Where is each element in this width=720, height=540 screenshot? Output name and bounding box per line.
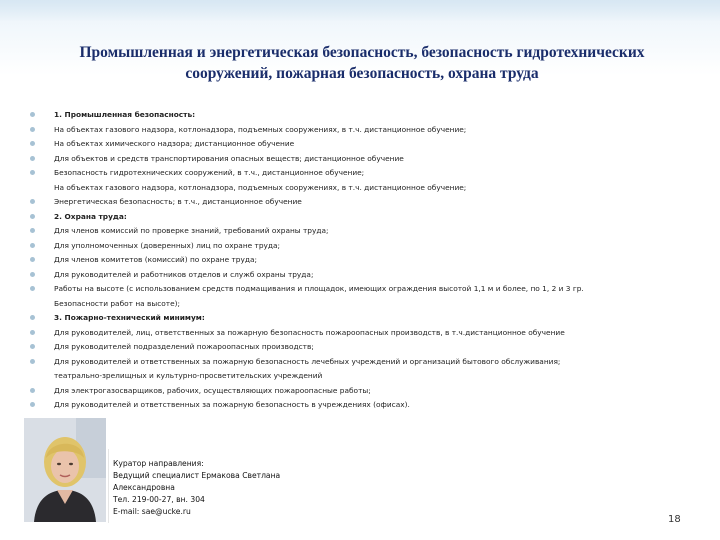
list-item-continuation: Безопасности работ на высоте); bbox=[54, 298, 181, 308]
list-item-text: Работы на высоте (с использованием средств подмащивания и площадок, имеющих ограждения высотой 1,1 м и более, по 1, 2 и 3 гр. bbox=[54, 284, 584, 293]
bullet-icon bbox=[30, 330, 35, 335]
bullet-icon bbox=[30, 286, 35, 291]
list-item-text: 1. Промышленная безопасность: bbox=[54, 110, 196, 119]
list-item bbox=[30, 195, 690, 210]
curator-photo bbox=[24, 418, 106, 522]
bullet-icon bbox=[30, 272, 35, 277]
list-item-text: Для объектов и средств транспортирования опасных веществ; дистанционное обучение bbox=[54, 153, 404, 163]
bullet-icon bbox=[30, 156, 35, 161]
list-item-text: На объектах газового надзора, котлонадзора, подъемных сооружениях, в т.ч. дистанционное обучение; bbox=[54, 124, 467, 134]
curator-name: Ведущий специалист Ермакова Светлана bbox=[113, 471, 281, 480]
list-item bbox=[30, 282, 690, 311]
list-item bbox=[30, 152, 690, 167]
list-item-text: Для уполномоченных (доверенных) лиц по охране труда; bbox=[54, 240, 281, 250]
list-item-text: Для руководителей, лиц, ответственных за пожарную безопасность пожароопасных производств, в т.ч.дистанционное обучение bbox=[54, 327, 565, 337]
list-item bbox=[30, 224, 690, 239]
top-gradient-band bbox=[0, 0, 720, 22]
person-portrait-icon bbox=[24, 418, 106, 522]
curator-email: E-mail: sae@ucke.ru bbox=[113, 507, 191, 516]
list-item-text: Энергетическая безопасность; в т.ч., дистанционное обучение bbox=[54, 197, 302, 206]
curator-contact-card bbox=[108, 449, 370, 523]
course-list bbox=[30, 108, 690, 413]
list-item-continuation: театрально-зрелищных и культурно-просветительских учреждений bbox=[54, 371, 323, 380]
bullet-icon bbox=[30, 228, 35, 233]
list-item-text: На объектах химического надзора; дистанционное обучение bbox=[54, 139, 295, 148]
curator-name-cont: Александровна bbox=[113, 483, 175, 492]
list-item bbox=[30, 398, 690, 413]
bullet-icon bbox=[30, 402, 35, 407]
bullet-icon bbox=[30, 199, 35, 204]
list-item-text: Для членов комитетов (комиссий) по охране труда; bbox=[54, 255, 257, 264]
list-item bbox=[30, 123, 690, 138]
list-item bbox=[30, 384, 690, 399]
page-number: 18 bbox=[668, 514, 681, 525]
bullet-icon bbox=[30, 141, 35, 146]
list-item-text: Для руководителей подразделений пожароопасных производств; bbox=[54, 342, 314, 351]
list-item bbox=[30, 210, 690, 225]
bullet-icon bbox=[30, 243, 35, 248]
list-item-text: 2. Охрана труда: bbox=[54, 211, 127, 221]
list-item bbox=[30, 253, 690, 268]
title-line-2: сооружений, пожарная безопасность, охрана труда bbox=[185, 65, 539, 82]
bullet-icon bbox=[30, 112, 35, 117]
title-line-1: Промышленная и энергетическая безопасность, безопасность гидротехнических bbox=[79, 44, 645, 61]
list-item bbox=[30, 355, 690, 384]
list-item-text: 3. Пожарно-технический минимум: bbox=[54, 313, 205, 322]
list-item-text: Для электрогазосварщиков, рабочих, осуществляющих пожароопасные работы; bbox=[54, 385, 371, 395]
list-item bbox=[30, 268, 690, 283]
bullet-icon bbox=[30, 344, 35, 349]
curator-phone: Тел. 219-00-27, вн. 304 bbox=[113, 495, 205, 504]
bullet-icon bbox=[30, 214, 35, 219]
bullet-icon bbox=[30, 127, 35, 132]
bullet-icon bbox=[30, 315, 35, 320]
bullet-icon bbox=[30, 257, 35, 262]
list-item bbox=[30, 137, 690, 152]
bullet-icon bbox=[30, 359, 35, 364]
curator-heading: Куратор направления: bbox=[113, 459, 204, 468]
list-item-text: Для руководителей и работников отделов и служб охраны труда; bbox=[54, 269, 314, 279]
list-item bbox=[30, 326, 690, 341]
list-item bbox=[30, 166, 690, 195]
bullet-icon bbox=[30, 388, 35, 393]
list-item bbox=[30, 108, 690, 123]
list-item-continuation: На объектах газового надзора, котлонадзора, подъемных сооружениях, в т.ч. дистанционное обучение; bbox=[54, 182, 467, 192]
list-item-text: Для членов комиссий по проверке знаний, требований охраны труда; bbox=[54, 226, 329, 235]
list-item bbox=[30, 311, 690, 326]
list-item-text: Безопасность гидротехнических сооружений, в т.ч., дистанционное обучение; bbox=[54, 168, 365, 177]
list-item-text: Для руководителей и ответственных за пожарную безопасность в учреждениях (офисах). bbox=[54, 400, 410, 409]
list-item bbox=[30, 239, 690, 254]
list-item bbox=[30, 340, 690, 355]
slide-title bbox=[22, 42, 702, 84]
list-item-text: Для руководителей и ответственных за пожарную безопасность лечебных учреждений и организаций бытового обслуживания; bbox=[54, 356, 561, 366]
bullet-icon bbox=[30, 170, 35, 175]
